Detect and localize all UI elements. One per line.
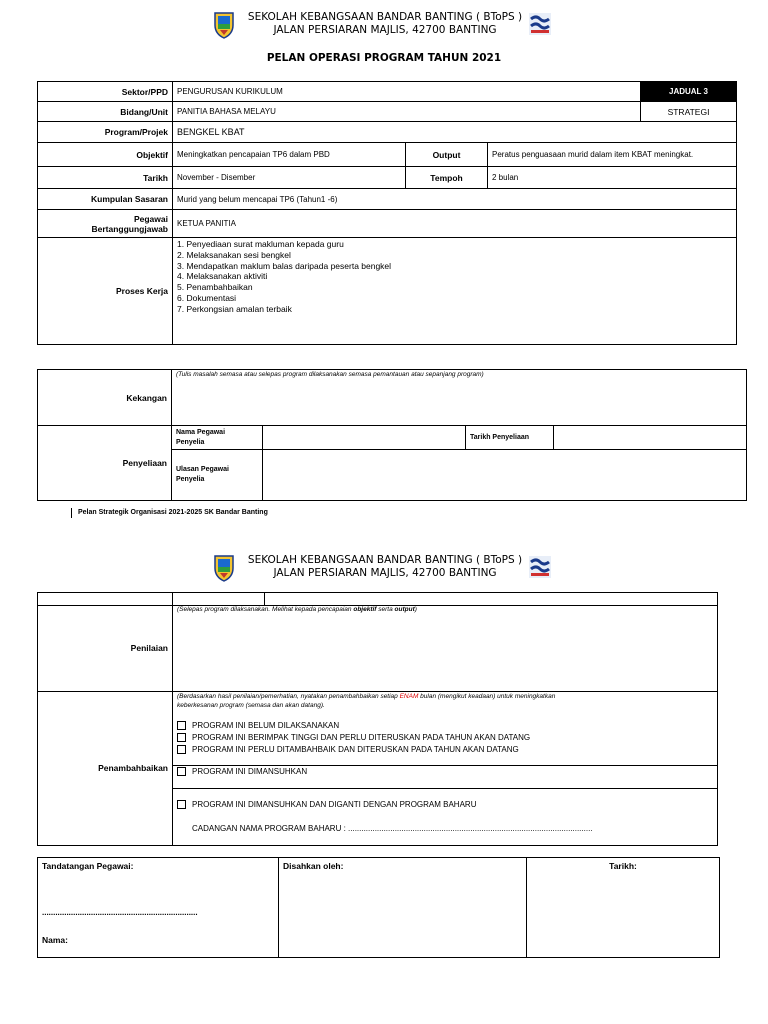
ulasan-label — [172, 450, 263, 501]
penilaian-note — [177, 606, 707, 613]
tarikh-penyeliaan-label: Tarikh Penyeliaan — [466, 426, 554, 450]
school-header-page2 — [0, 554, 768, 594]
list-item: 7. Perkongsian amalan terbaik — [177, 303, 292, 314]
pb-note-c: keberkesanan program (semasa dan akan datang). — [177, 702, 325, 709]
option-label: PROGRAM INI DIMANSUHKAN — [192, 767, 308, 776]
nama-pegawai-line2: Penyelia — [176, 438, 205, 446]
output-label: Output — [406, 143, 488, 167]
sasaran-label: Kumpulan Sasaran — [38, 189, 173, 210]
option-row[interactable] — [177, 766, 307, 778]
list-item: 5. Penambahbaikan — [177, 282, 253, 293]
checkbox[interactable] — [177, 733, 186, 742]
option-row[interactable] — [177, 732, 530, 744]
school-header — [0, 11, 768, 51]
option-row[interactable] — [177, 799, 476, 811]
ulasan-line2: Penyelia — [176, 476, 205, 483]
sk-logo-icon — [529, 556, 551, 578]
penilaian-note-c: serta — [376, 606, 395, 613]
nama-pegawai-field[interactable] — [263, 426, 466, 450]
tempoh-value: 2 bulan — [488, 167, 737, 189]
footer-note — [71, 508, 268, 518]
footer-note-text: Pelan Strategik Organisasi 2021-2025 SK Bandar Banting — [78, 509, 268, 516]
kekangan-label: Kekangan — [38, 370, 172, 426]
jadual-badge: JADUAL 3 — [641, 82, 737, 102]
program-value: BENGKEL KBAT — [173, 122, 737, 143]
pb-note-b: bulan (mengikut keadaan) untuk meningkatkan — [418, 693, 556, 700]
page-title: PELAN OPERASI PROGRAM TAHUN 2021 — [266, 52, 502, 64]
tandatangan-cell[interactable] — [38, 858, 279, 958]
option-label: PROGRAM INI BELUM DILAKSANAKAN — [192, 721, 340, 730]
pegawai-value: KETUA PANITIA — [173, 210, 737, 238]
pegawai-label-line2: Bertanggungjawab — [91, 223, 168, 234]
penambahbaikan-label: Penambahbaikan — [98, 763, 168, 773]
objektif-label: Objektif — [38, 143, 173, 167]
output-value: Peratus penguasaan murid dalam item KBAT meningkat. — [488, 143, 737, 167]
school-name: SEKOLAH KEBANGSAAN BANDAR BANTING ( BToPS ) — [247, 11, 523, 23]
checkbox[interactable] — [177, 800, 186, 809]
penilaian-note-b: objektif — [353, 606, 377, 613]
strategi-label: STRATEGI — [641, 102, 737, 122]
penambahbaikan-note — [177, 692, 707, 710]
bidang-label: Bidang/Unit — [38, 102, 173, 122]
option-label: PROGRAM INI PERLU DITAMBAHBAIK DAN DITERUSKAN PADA TAHUN AKAN DATANG — [192, 745, 519, 754]
sasaran-value: Murid yang belum mencapai TP6 (Tahun1 -6) — [173, 189, 737, 210]
nama-pegawai-label — [172, 426, 263, 450]
nama-label: Nama: — [42, 935, 68, 945]
tempoh-label: Tempoh — [406, 167, 488, 189]
checkbox[interactable] — [177, 745, 186, 754]
tarikh-penyeliaan-field[interactable] — [554, 426, 747, 450]
tandatangan-label: Tandatangan Pegawai: — [42, 861, 134, 871]
pb-note-red: ENAM — [399, 693, 419, 700]
objektif-value: Meningkatkan pencapaian TP6 dalam PBD — [173, 143, 406, 167]
penilaian-table — [37, 592, 718, 846]
penilaian-note-e: ) — [414, 606, 417, 613]
cadangan-field[interactable]: CADANGAN NAMA PROGRAM BAHARU : .............................................................................................................. — [192, 824, 593, 833]
signature-line: ...................................................................... — [42, 908, 198, 917]
checkbox[interactable] — [177, 767, 186, 776]
ulasan-line1: Ulasan Pegawai — [176, 466, 229, 473]
pegawai-label — [38, 210, 173, 238]
checkbox[interactable] — [177, 721, 186, 730]
list-item: 3. Mendapatkan maklum balas daripada peserta bengkel — [177, 260, 392, 271]
pb-note-a: (Berdasarkan hasil penilaian/pemerhatian, nyatakan penambahbaikan setiap — [177, 693, 400, 700]
tarikh-cell[interactable] — [527, 858, 720, 958]
penilaian-note-d: output — [394, 606, 415, 613]
sk-logo-icon — [529, 13, 551, 35]
nama-pegawai-line1: Nama Pegawai — [176, 428, 226, 436]
option-list — [177, 720, 530, 756]
proses-label: Proses Kerja — [38, 238, 173, 345]
tarikh-label: Tarikh — [38, 167, 173, 189]
list-item: 2. Melaksanakan sesi bengkel — [177, 249, 291, 260]
program-info-table — [37, 81, 737, 345]
option-row[interactable] — [177, 744, 530, 756]
tarikh-sign-label: Tarikh: — [609, 861, 637, 871]
option-row[interactable] — [177, 720, 530, 732]
ulasan-field[interactable] — [263, 450, 747, 501]
tarikh-value: November - Disember — [173, 167, 406, 189]
penilaian-note-a: (Selepas program dilaksanakan. Melihat kepada pencapaian — [177, 606, 354, 613]
list-item: 4. Melaksanakan aktiviti — [177, 271, 268, 282]
penilaian-label: Penilaian — [130, 643, 168, 653]
disahkan-label: Disahkan oleh: — [283, 861, 344, 871]
pegawai-label-line1: Pegawai — [133, 213, 168, 224]
school-address: JALAN PERSIARAN MAJLIS, 42700 BANTING — [273, 24, 497, 36]
school-name: SEKOLAH KEBANGSAAN BANDAR BANTING ( BToPS ) — [247, 554, 523, 566]
list-item: 1. Penyediaan surat makluman kepada guru — [177, 239, 344, 249]
option-label: PROGRAM INI DIMANSUHKAN DAN DIGANTI DENGAN PROGRAM BAHARU — [192, 800, 477, 809]
sektor-value: PENGURUSAN KURIKULUM — [173, 82, 641, 102]
kekangan-note: (Tulis masalah semasa atau selepas program dilaksanakan semasa pemantauan atau sepanjang program) — [172, 370, 747, 426]
school-address: JALAN PERSIARAN MAJLIS, 42700 BANTING — [273, 567, 497, 579]
option-label: PROGRAM INI BERIMPAK TINGGI DAN PERLU DITERUSKAN PADA TAHUN AKAN DATANG — [192, 733, 531, 742]
proses-list — [173, 238, 737, 345]
program-label: Program/Projek — [38, 122, 173, 143]
disahkan-cell[interactable] — [279, 858, 527, 958]
signature-table — [37, 857, 720, 958]
kekangan-table — [37, 369, 747, 501]
bidang-value: PANITIA BAHASA MELAYU — [173, 102, 641, 122]
sektor-label: Sektor/PPD — [38, 82, 173, 102]
list-item: 6. Dokumentasi — [177, 292, 237, 303]
penyeliaan-label: Penyeliaan — [38, 426, 172, 501]
